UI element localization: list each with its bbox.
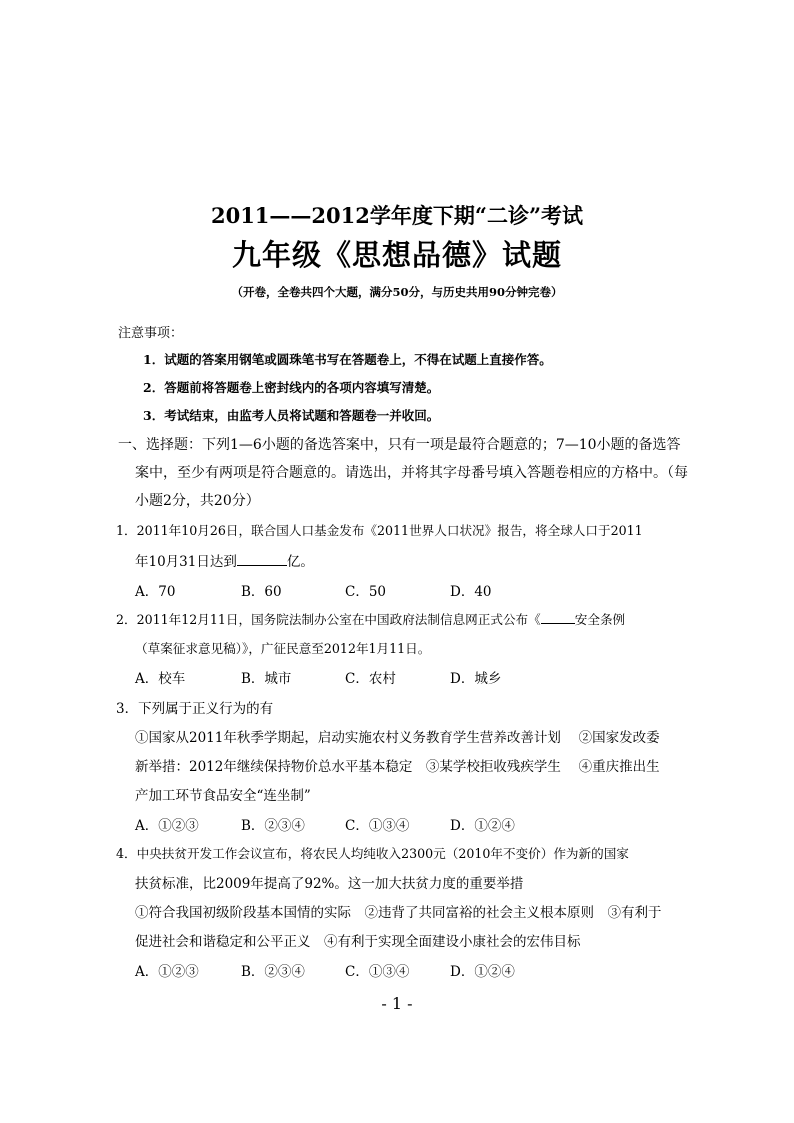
option-b: B．60	[241, 584, 282, 600]
option-b: B．②③④	[241, 964, 305, 980]
question-2-text: 安全条例	[574, 612, 626, 627]
question-2-text: 2．2011年12月11日，国务院法制办公室在中国政府法制信息网正式公布《	[116, 612, 541, 627]
option-c: C．50	[345, 584, 387, 600]
question-4-statement: 促进社会和谐稳定和公平正义 ④有利于实现全面建设小康社会的宏伟目标	[135, 934, 581, 950]
answer-blank	[237, 551, 287, 566]
question-3-statement: 新举措：2012年继续保持物价总水平基本稳定 ③某学校拒收残疾学生 ④重庆推出生	[135, 759, 660, 775]
question-4-statement: ①符合我国初级阶段基本国情的实际 ②违背了共同富裕的社会主义根本原则 ③有利于	[135, 905, 662, 921]
question-3-stem: 3．下列属于正义行为的有	[116, 701, 274, 717]
question-2-stem-cont: （草案征求意见稿）》，广征民意至2012年1月11日。	[135, 641, 431, 656]
option-c: C．农村	[345, 671, 396, 687]
subject-title: 九年级《思想品德》试题	[231, 238, 562, 272]
question-1-text: 年10月31日达到	[135, 554, 237, 570]
section-instructions: 案中，至少有两项是符合题意的。请选出，并将其字母番号填入答题卷相应的方格中。（每	[135, 465, 688, 481]
option-b: B．城市	[241, 671, 292, 687]
option-b: B．②③④	[241, 818, 305, 834]
question-3-statement: 产加工环节食品安全“连坐制”	[135, 788, 311, 804]
page-number: - 1 -	[381, 994, 413, 1013]
option-d: D．①②④	[450, 818, 515, 834]
option-d: D．①②④	[450, 964, 515, 980]
question-3-statement: ①国家从2011年秋季学期起，启动实施农村义务教育学生营养改善计划 ②国家发改委	[135, 730, 660, 746]
question-4-options	[135, 960, 635, 980]
question-2-stem	[116, 609, 625, 628]
exam-title: 2011——2012学年度下期“二诊”考试	[210, 203, 584, 228]
note-item: 3．考试结束，由监考人员将试题和答题卷一并收回。	[143, 408, 440, 423]
question-1-text: 亿。	[286, 554, 314, 570]
option-a: A．校车	[135, 671, 186, 687]
question-4-stem-cont: 扶贫标准，比2009年提高了92%。这一加大扶贫力度的重要举措	[135, 876, 524, 892]
question-4-stem: 4．中央扶贫开发工作会议宣布，将农民人均纯收入2300元（2010年不变价）作为新的国家	[116, 846, 629, 861]
question-1-stem-cont	[135, 550, 314, 570]
option-c: C．①③④	[345, 964, 410, 980]
section-instructions: 小题2分，共20分）	[135, 493, 260, 509]
option-d: D．40	[450, 584, 492, 600]
question-3-options	[135, 814, 635, 834]
question-2-options	[135, 667, 635, 687]
answer-blank	[541, 609, 575, 624]
option-a: A．①②③	[135, 964, 199, 980]
section-instructions: 一、选择题：下列1—6小题的备选答案中，只有一项是最符合题意的；7—10小题的备选答	[118, 437, 681, 453]
option-a: A．①②③	[135, 818, 199, 834]
option-a: A．70	[135, 584, 176, 600]
note-item: 2．答题前将答题卷上密封线内的各项内容填写清楚。	[143, 380, 440, 395]
exam-subtitle: （开卷，全卷共四个大题，满分50分，与历史共用90分钟完卷）	[231, 285, 563, 299]
question-1-stem: 1．2011年10月26日，联合国人口基金发布《2011世界人口状况》报告，将全球人口于2011	[116, 523, 643, 538]
option-c: C．①③④	[345, 818, 410, 834]
notes-heading: 注意事项：	[118, 326, 184, 341]
question-1-options	[135, 580, 635, 600]
option-d: D．城乡	[450, 671, 502, 687]
note-item: 1．试题的答案用钢笔或圆珠笔书写在答题卷上，不得在试题上直接作答。	[143, 352, 552, 367]
